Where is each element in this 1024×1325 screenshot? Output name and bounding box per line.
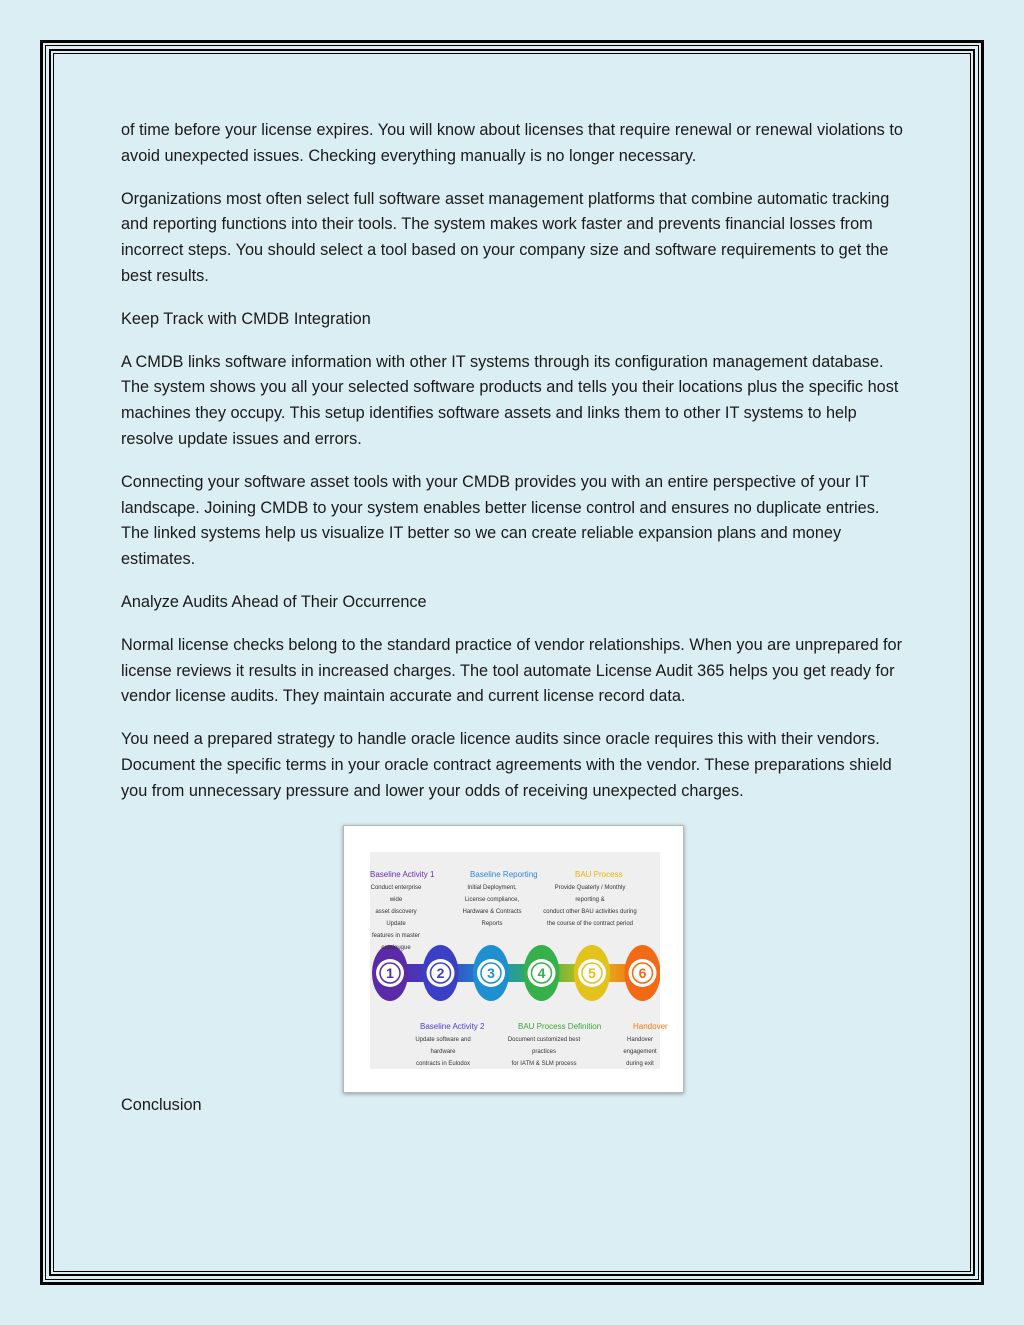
infographic-canvas (370, 852, 668, 1069)
step-number: 4 (537, 964, 546, 981)
process-step-3 (473, 945, 509, 1001)
stage-desc-baseline-activity-2: Update software and hardware contracts in Eulodox (415, 1036, 471, 1067)
stage-desc-bau-process: Provide Quaterly / Monthly reporting & conduct other BAU activities during the course of the contract period (543, 884, 637, 927)
process-step-2 (423, 945, 459, 1001)
paragraph-sam-platforms: Organizations most often select full software asset management platforms that combine automatic tracking and reporting functions into their tools. The system makes work faster and prevents financial losses from incorrect steps. You should select a tool based on your company size and software requirements to get the best results. (121, 189, 890, 285)
stage-desc-baseline-reporting: Initial Deployment, License compliance, Hardware & Contracts Reports (462, 884, 522, 927)
stage-desc-bau-process-definition: Document customized best practices for IATM & SLM process (507, 1036, 581, 1067)
stage-title-handover: Handover (633, 1021, 668, 1031)
process-step-5 (574, 945, 610, 1001)
paragraph-license-checks: Normal license checks belong to the standard practice of vendor relationships. When you are unprepared for license reviews it results in increased charges. The tool automate License Audit 365 helps you get ready for vendor license audits. They maintain accurate and current license record data. (121, 635, 903, 706)
document-body (121, 118, 911, 1135)
heading-cmdb-integration: Keep Track with CMDB Integration (121, 309, 371, 328)
step-number: 3 (487, 964, 495, 981)
process-infographic (343, 825, 684, 1093)
stage-title-bau-process-definition: BAU Process Definition (518, 1021, 602, 1031)
process-step-6 (625, 945, 661, 1001)
step-number: 6 (638, 964, 647, 981)
paragraph-cmdb-connect: Connecting your software asset tools with your CMDB provides you with an entire perspective of your IT landscape. Joining CMDB to your system enables better license control and ensures no duplicate entries. The linked systems help us visualize IT better so we can create reliable expansion plans and money estimates. (121, 472, 880, 569)
stage-desc-baseline-activity-1: Conduct enterprise wide asset discovery Update features in master catalougue (370, 884, 422, 951)
paragraph-oracle-audits: You need a prepared strategy to handle oracle licence audits since oracle requires this with their vendors. Document the specific terms in your oracle contract agreements with the vendor. These preparations shield you from unnecessary pressure and lower your odds of receiving unexpected charges. (121, 730, 892, 800)
stage-title-bau-process: BAU Process (575, 869, 623, 879)
stage-title-baseline-activity-1: Baseline Activity 1 (370, 869, 435, 879)
process-step-4 (524, 945, 560, 1001)
step-number: 2 (436, 964, 445, 981)
stage-desc-handover: Handover engagement during exit (623, 1036, 657, 1067)
step-number: 5 (588, 964, 596, 981)
heading-conclusion: Conclusion (121, 1095, 202, 1114)
stage-title-baseline-reporting: Baseline Reporting (470, 869, 538, 879)
heading-analyze-audits: Analyze Audits Ahead of Their Occurrence (121, 592, 427, 611)
step-number: 1 (386, 964, 394, 981)
paragraph-cmdb-links: A CMDB links software information with other IT systems through its configuration management database. The system shows you all your selected software products and tells you their locations plus the specific host machines they occupy. This setup identifies software assets and links them to other IT systems to help resolve update issues and errors. (121, 352, 899, 448)
stage-title-baseline-activity-2: Baseline Activity 2 (420, 1021, 485, 1031)
paragraph-license-expiry: of time before your license expires. You will know about licenses that require renewal or renewal violations to avoid unexpected issues. Checking everything manually is no longer necessary. (121, 121, 903, 165)
